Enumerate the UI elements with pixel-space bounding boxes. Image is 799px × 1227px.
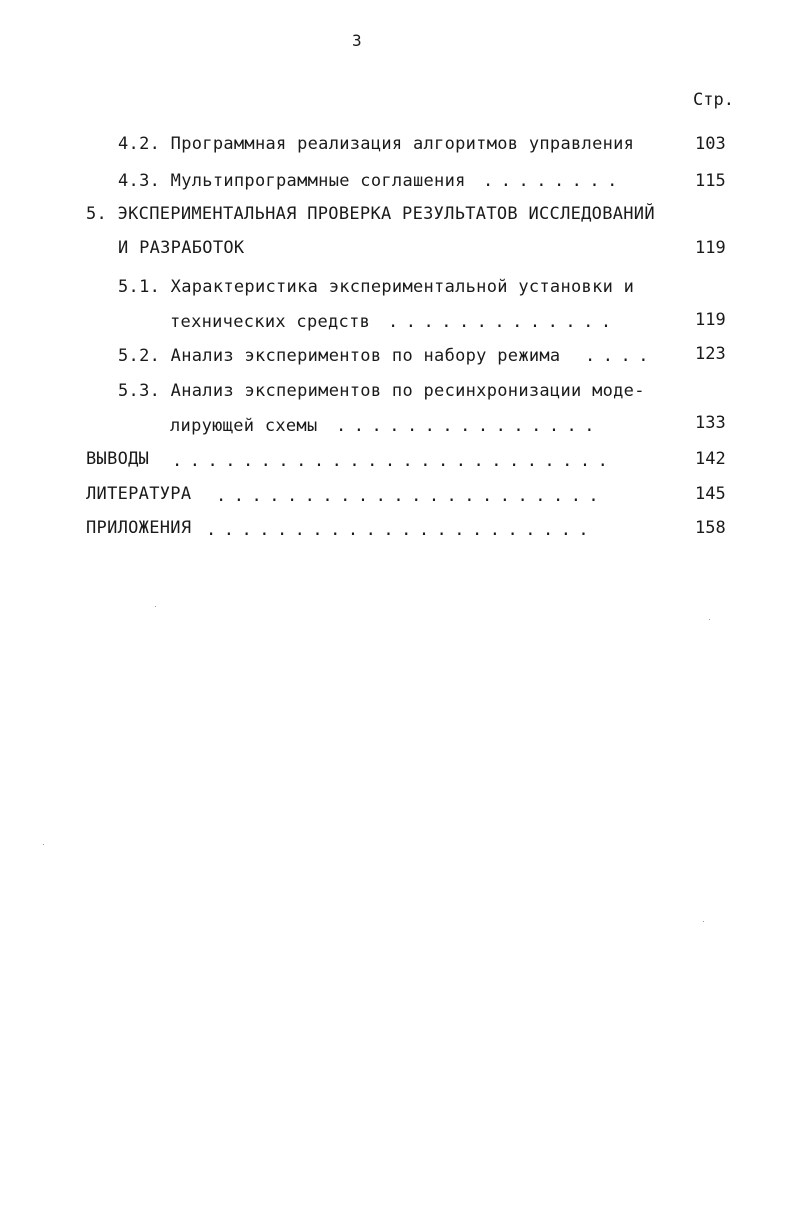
toc-entry-5-title-line2: И РАЗРАБОТОК [118, 238, 245, 258]
scan-speck [709, 619, 710, 620]
toc-entry-4-2-title: 4.2. Программная реализация алгоритмов управления [118, 134, 635, 154]
toc-entry-4-3-title: 4.3. Мультипрограммные соглашения [118, 171, 466, 191]
toc-entry-5-2-page: 123 [695, 344, 726, 364]
page-number: 3 [352, 31, 362, 50]
toc-entry-literature-page: 145 [695, 484, 726, 504]
toc-entry-5-3-title-line2: лирующей схемы [170, 416, 318, 436]
scan-speck [43, 844, 44, 845]
toc-entry-appendices-title: ПРИЛОЖЕНИЯ [86, 518, 192, 538]
toc-entry-4-3-leader: ........ [483, 171, 625, 191]
toc-entry-5-3-title-line1: 5.3. Анализ экспериментов по ресинхронизации моде- [118, 381, 645, 401]
toc-entry-5-1-title-line1: 5.1. Характеристика экспериментальной установки и [118, 277, 635, 297]
toc-entry-appendices-page: 158 [695, 518, 726, 538]
toc-entry-4-2-page: 103 [695, 134, 726, 154]
toc-entry-5-2-title: 5.2. Анализ экспериментов по набору режима [118, 346, 561, 366]
toc-entry-5-1-title-line2: технических средств [170, 312, 371, 332]
page-column-header: Стр. [693, 90, 734, 110]
toc-entry-conclusions-page: 142 [695, 449, 726, 469]
toc-entry-5-1-leader: ............. [388, 312, 619, 332]
toc-entry-appendices-leader: ...................... [206, 520, 597, 540]
toc-entry-4-3-page: 115 [695, 171, 726, 191]
toc-entry-literature-title: ЛИТЕРАТУРА [86, 484, 192, 504]
toc-entry-conclusions-title: ВЫВОДЫ [86, 449, 150, 469]
toc-entry-5-page: 119 [695, 238, 726, 258]
toc-entry-5-title-line1: 5. ЭКСПЕРИМЕНТАЛЬНАЯ ПРОВЕРКА РЕЗУЛЬТАТОВ ИССЛЕДОВАНИЙ [86, 204, 655, 224]
toc-entry-conclusions-leader: ......................... [172, 451, 616, 471]
scan-speck [703, 921, 704, 922]
toc-entry-5-1-page: 119 [695, 310, 726, 330]
scan-speck [155, 606, 156, 607]
toc-entry-5-2-leader: .... [585, 346, 656, 366]
toc-entry-literature-leader: ...................... [216, 486, 607, 506]
toc-entry-5-3-page: 133 [695, 413, 726, 433]
toc-entry-5-3-leader: ............... [336, 416, 603, 436]
